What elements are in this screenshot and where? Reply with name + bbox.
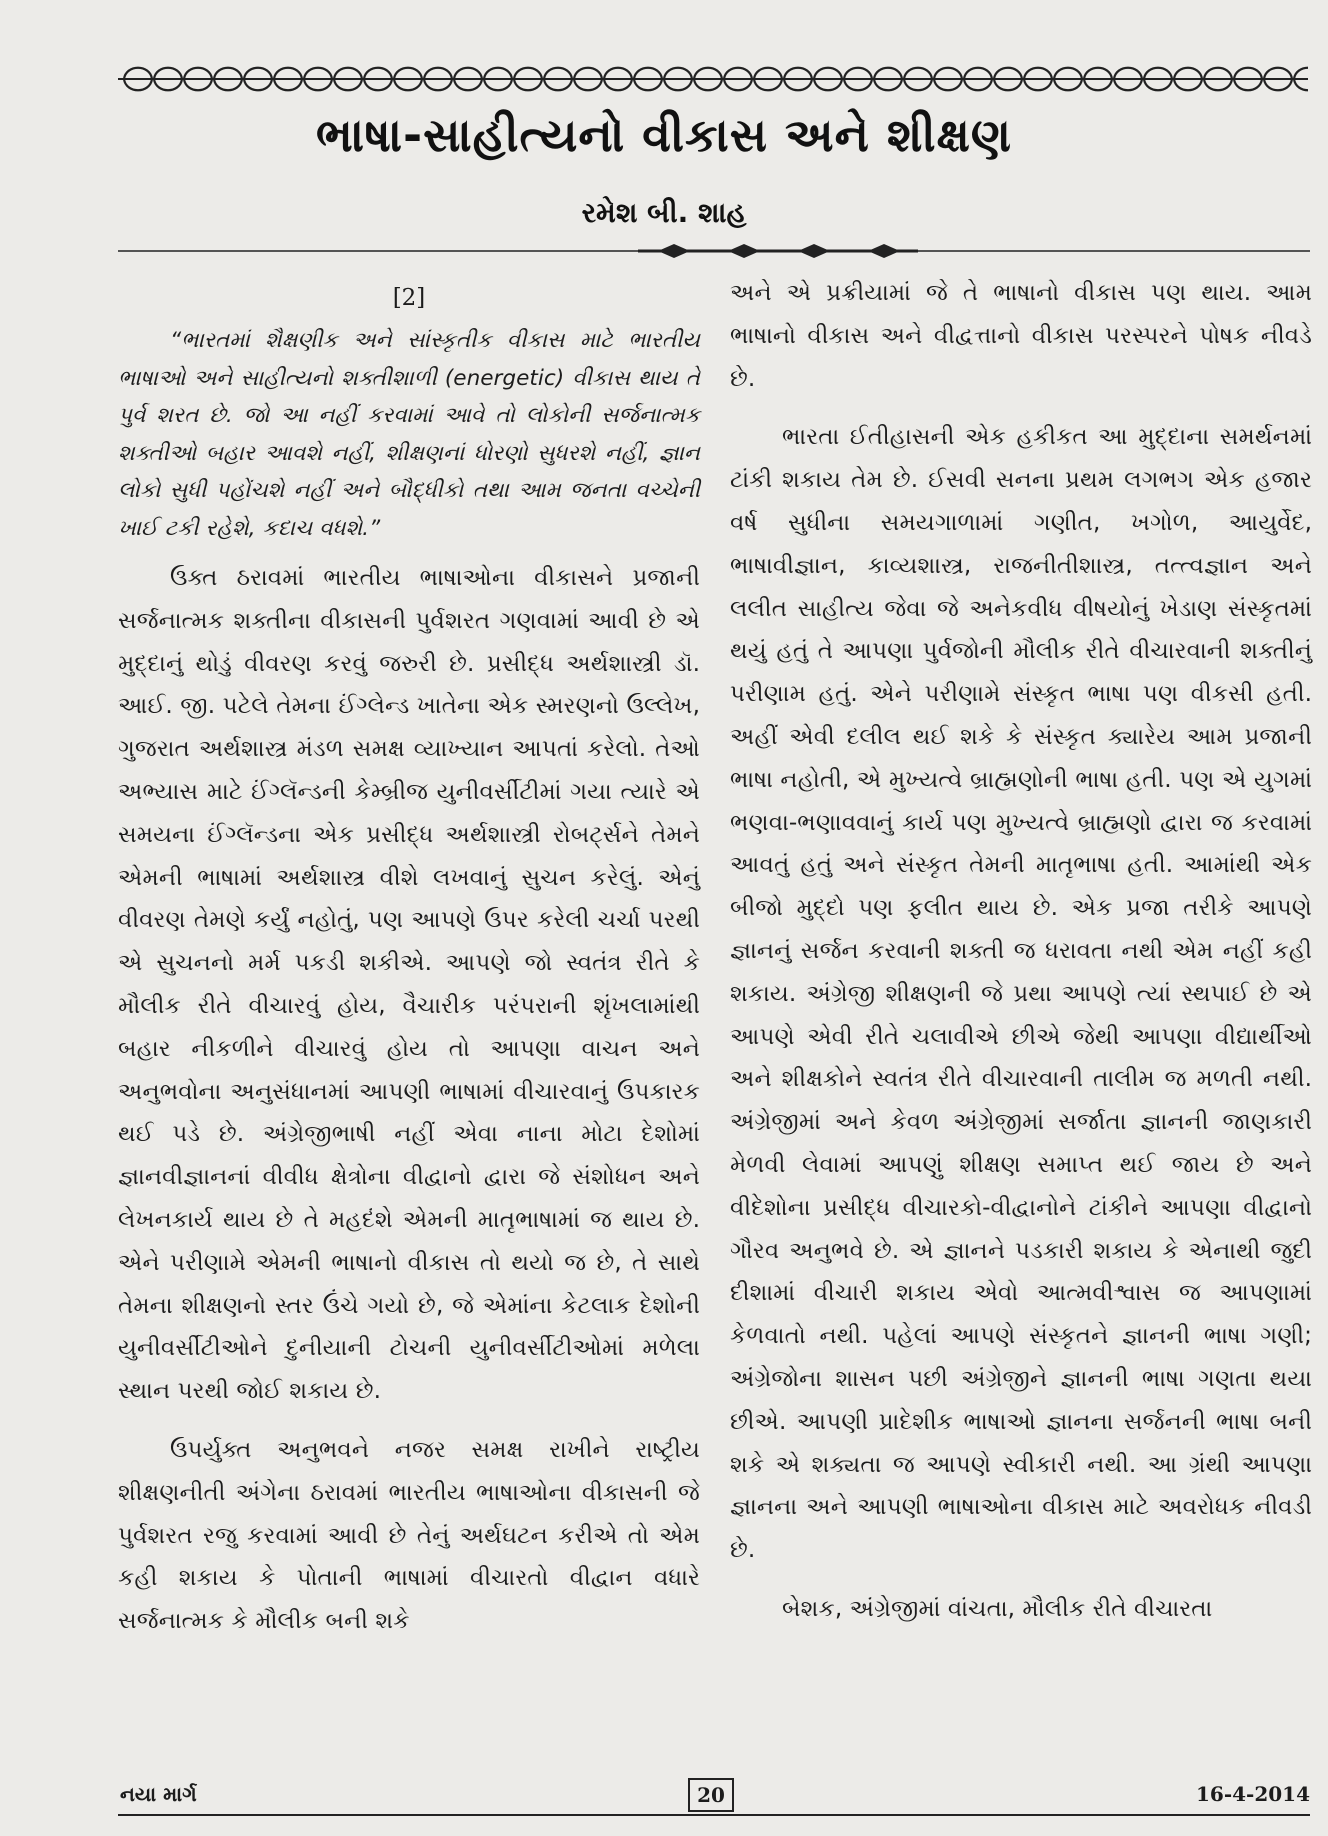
article-column-right xyxy=(730,272,1312,1631)
paragraph: બેશક, અંગ્રેજીમાં વાંચતા, મૌલીક રીતે વીચારતા xyxy=(782,1594,1213,1622)
article-author: રમેશ બી. શાહ xyxy=(581,196,747,229)
issue-date: 16-4-2014 xyxy=(1195,1782,1310,1806)
ornamental-divider xyxy=(118,238,1310,264)
paragraph: ભારતા ઈતીહાસની એક હકીકત આ મુદ્દાના સમર્થનમાં ટાંકી શકાય તેમ છે. ઈસવી સનના પ્રથમ લગભગ એક હજાર વર્ષ સુધીના સમયગાળામાં ગણીત, ખગોળ, આયુર્વેદ, ભાષાવીજ્ઞાન, કાવ્યશાસ્ત્ર, રાજનીતીશાસ્ત્ર, તત્ત્વજ્ઞાન અને લલીત સાહીત્ય જેવા જે અનેકવીધ વીષયોનું ખેડાણ સંસ્કૃતમાં થયું હતું તે આપણા પુર્વજોની મૌલીક રીતે વીચારવાની શક્તીનું પરીણામ હતું. એને પરીણામે સંસ્કૃત ભાષા પણ વીકસી હતી. અહીં એવી દલીલ થઈ શકે કે સંસ્કૃત ક્યારેય આમ પ્રજાની ભાષા નહોતી, એ મુખ્યત્વે બ્રાહ્મણોની ભાષા હતી. પણ એ યુગમાં ભણવા-ભણાવવાનું કાર્ય પણ મુખ્યત્વે બ્રાહ્મણો દ્વારા જ કરવામાં આવતું હતું અને સંસ્કૃત તેમની માતૃભાષા હતી. આમાંથી એક બીજો મુદ્દો પણ ફલીત થાય છે. એક પ્રજા તરીકે આપણે જ્ઞાનનું સર્જન કરવાની શક્તી જ ધરાવતા નથી એમ નહીં કહી શકાય. અંગ્રેજી શીક્ષણની જે પ્રથા આપણે ત્યાં સ્થપાઈ છે એ આપણે એવી રીતે ચલાવીએ છીએ જેથી આપણા વીદ્યાર્થીઓ અને શીક્ષકોને સ્વતંત્ર રીતે વીચારવાની તાલીમ જ મળતી નથી. અંગ્રેજીમાં અને કેવળ અંગ્રેજીમાં સર્જાતા જ્ઞાનની જાણકારી મેળવી લેવામાં આપણું શીક્ષણ સમાપ્ત થઈ જાય છે અને વીદેશોના પ્રસીદ્ધ વીચારકો-વીદ્વાનોને ટાંકીને આપણા વીદ્વાનો ગૌરવ અનુભવે છે. એ જ્ઞાનને પડકારી શકાય કે એનાથી જુદી દીશામાં વીચારી શકાય એવો આત્મવીશ્વાસ જ આપણામાં કેળવાતો નથી. પહેલાં આપણે સંસ્કૃતને જ્ઞાનની ભાષા ગણી; અંગ્રેજોના શાસન પછી અંગ્રેજીને જ્ઞાનની ભાષા ગણતા થયા છીએ. આપણી પ્રાદેશીક ભાષાઓ જ્ઞાનના સર્જનની ભાષા બની શકે એ શક્યતા જ આપણે સ્વીકારી નથી. આ ગ્રંથી આપણા જ્ઞાનના અને આપણી ભાષાઓના વીકાસ માટે અવરોધક નીવડી છે. xyxy=(730,423,1312,1564)
pull-quote: “ભારતમાં શૈક્ષણીક અને સાંસ્કૃતીક વીકાસ માટે ભારતીય ભાષાઓ અને સાહીત્યનો શક્તીશાળી (energetic) વીકાસ થાય તે પુર્વ શરત છે. જો આ નહીં કરવામાં આવે તો લોકોની સર્જનાત્મક શક્તીઓ બહાર આવશે નહીં, શીક્ષણનાં ધોરણો સુધરશે નહીં, જ્ઞાન લોકો સુધી પહોંચશે નહીં અને બૌદ્ધીકો તથા આમ જનતા વચ્ચેની ખાઈ ટકી રહેશે, કદાચ વધશે.” xyxy=(118,328,700,541)
paragraph: ઉપર્યુક્ત અનુભવને નજર સમક્ષ રાખીને રાષ્ટ્રીય શીક્ષણનીતી અંગેના ઠરાવમાં ભારતીય ભાષાઓના વીકાસની જે પુર્વશરત રજુ કરવામાં આવી છે તેનું અર્થઘટન કરીએ તો એમ કહી શકાય કે પોતાની ભાષામાં વીચારતો વીદ્વાન વધારે સર્જનાત્મક કે મૌલીક બની શકે xyxy=(118,1435,700,1635)
article-column-left xyxy=(118,272,700,1643)
page-number: 20 xyxy=(688,1778,734,1812)
article-title: ભાષા-સાહીત્યનો વીકાસ અને શીક્ષણ xyxy=(315,108,1012,162)
paragraph: અને એ પ્રક્રીયામાં જે તે ભાષાનો વીકાસ પણ થાય. આમ ભાષાનો વીકાસ અને વીદ્વત્તાનો વીકાસ પરસ્પરને પોષક નીવડે છે. xyxy=(730,279,1312,392)
publication-name: નયા માર્ગ xyxy=(120,1782,197,1806)
footer-rule xyxy=(118,1814,1310,1816)
paragraph: ઉક્ત ઠરાવમાં ભારતીય ભાષાઓના વીકાસને પ્રજાની સર્જનાત્મક શક્તીના વીકાસની પુર્વશરત ગણવામાં આવી છે એ મુદ્દાનું થોડું વીવરણ કરવું જરુરી છે. પ્રસીદ્ધ અર્થશાસ્ત્રી ડૉ. આઈ. જી. પટેલે તેમના ઈંગ્લેન્ડ ખાતેના એક સ્મરણનો ઉલ્લેખ, ગુજરાત અર્થશાસ્ત્ર મંડળ સમક્ષ વ્યાખ્યાન આપતાં કરેલો. તેઓ અભ્યાસ માટે ઈંગ્લૅન્ડની કેમ્બ્રીજ યુનીવર્સીટીમાં ગયા ત્યારે એ સમયના ઈંગ્લૅન્ડના એક પ્રસીદ્ધ અર્થશાસ્ત્રી રોબર્ટ્સને તેમને એમની ભાષામાં અર્થશાસ્ત્ર વીશે લખવાનું સુચન કરેલું. એનું વીવરણ તેમણે કર્યું નહોતું, પણ આપણે ઉપર કરેલી ચર્ચા પરથી એ સુચનનો મર્મ પકડી શકીએ. આપણે જો સ્વતંત્ર રીતે કે મૌલીક રીતે વીચારવું હોય, વૈચારીક પરંપરાની શૃંખલામાંથી બહાર નીકળીને વીચારવું હોય તો આપણા વાચન અને અનુભવોના અનુસંધાનમાં આપણી ભાષામાં વીચારવાનું ઉપકારક થઈ પડે છે. અંગ્રેજીભાષી નહીં એવા નાના મોટા દેશોમાં જ્ઞાનવીજ્ઞાનનાં વીવીધ ક્ષેત્રોના વીદ્વાનો દ્વારા જે સંશોધન અને લેખનકાર્ય થાય છે તે મહદંશે એમની માતૃભાષામાં જ થાય છે. એને પરીણામે એમની ભાષાનો વીકાસ તો થયો જ છે, તે સાથે તેમના શીક્ષણનો સ્તર ઉંચે ગયો છે, જે એમાંના કેટલાક દેશોની યુનીવર્સીટીઓને દુનીયાની ટોચની યુનીવર્સીટીઓમાં મળેલા સ્થાન પરથી જોઈ શકાય છે. xyxy=(118,564,700,1405)
decorative-top-border xyxy=(118,58,1308,100)
section-number: [2] xyxy=(392,285,426,311)
